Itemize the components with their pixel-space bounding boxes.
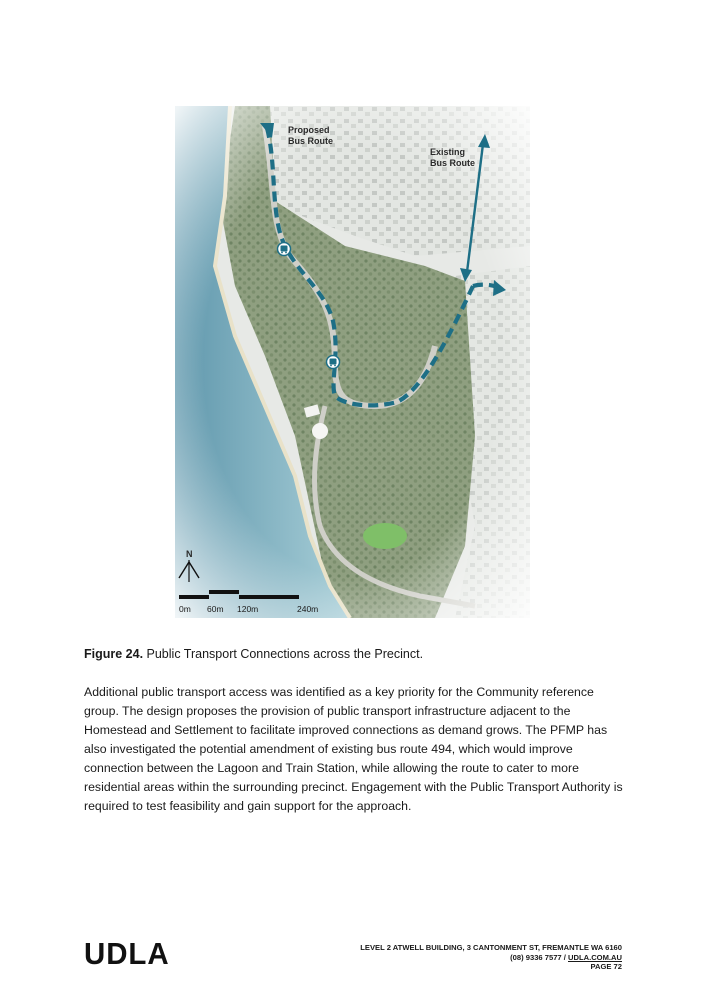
edge-fade: [175, 106, 530, 618]
footer-phone-web: [360, 953, 622, 963]
page-number: PAGE 72: [590, 962, 622, 971]
existing-route-label-line2: Bus Route: [430, 158, 475, 168]
north-label: N: [186, 549, 193, 559]
bus-stop-icon: [327, 356, 340, 369]
footer-address: LEVEL 2 ATWELL BUILDING, 3 CANTONMENT ST, FREMANTLE WA 6160: [360, 943, 622, 952]
existing-route-label-line1: Existing: [430, 147, 466, 157]
proposed-route-label-line1: Proposed: [288, 125, 330, 135]
scale-label-240: 240m: [297, 604, 319, 614]
footer-contact: [360, 943, 622, 972]
figure-number: Figure 24.: [84, 647, 144, 661]
footer-phone: (08) 9336 7577: [510, 952, 562, 962]
scale-label-120: 120m: [237, 604, 259, 614]
figure-caption-text: Public Transport Connections across the Precinct.: [143, 647, 424, 661]
bus-stop-icon: [278, 243, 291, 256]
udla-logo: UDLA: [84, 936, 170, 971]
scale-label-60: 60m: [207, 604, 224, 614]
footer-separator: /: [561, 952, 568, 962]
footer-website-link[interactable]: UDLA.COM.AU: [568, 952, 622, 962]
scale-label-0: 0m: [179, 604, 191, 614]
body-paragraph: Additional public transport access was identified as a key priority for the Community reference group. The design proposes the provision of public transport infrastructure adjacent to the Homestead and Settlement to facilitate improved connections as demand grows. The PFMP has also investigated the potential amendment of existing bus route 494, which would improve connection between the Lagoon and Train Station, while allowing the route to cater to more residential areas within the surrounding precinct. Engagement with the Public Transport Authority is required to test feasibility and gain support for the approach.: [84, 685, 623, 813]
proposed-route-label-line2: Bus Route: [288, 136, 333, 146]
figure-caption: [84, 646, 644, 662]
precinct-map: [175, 106, 530, 618]
